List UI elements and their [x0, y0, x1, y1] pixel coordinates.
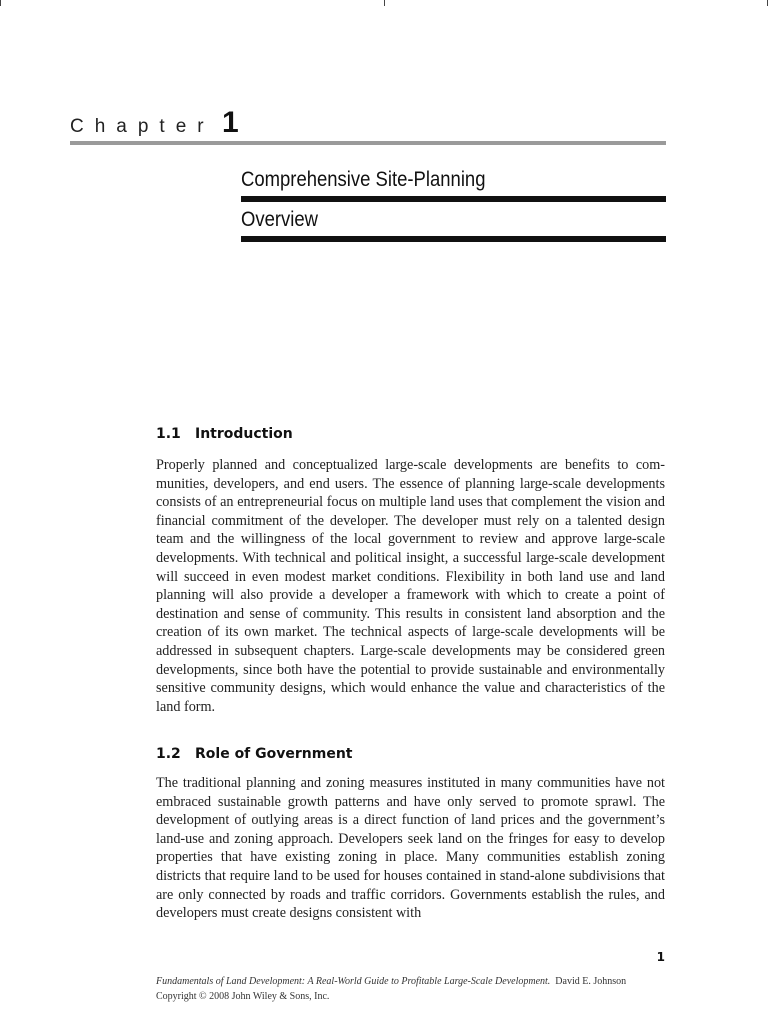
title-rule-2: [241, 236, 666, 242]
chapter-heading: [70, 106, 666, 146]
section-heading-introduction: [156, 426, 293, 442]
section-number: 1.1: [156, 426, 181, 442]
title-rule-1: [241, 196, 666, 202]
chapter-rule: [70, 141, 666, 145]
chapter-label: Chapter: [70, 116, 215, 137]
chapter-number: 1: [222, 106, 239, 139]
role-of-government-paragraph: The traditional planning and zoning measures instituted in many communities have not embraced sustainable growth patterns and have only served to promote sprawl. The development of outlying areas is a direct function of land prices and the government’s land-use and zoning approach. Developers seek land on the fringes for easy to develop properties that have existing zoning in place. Many communities establish zoning districts that require land to be used for houses contained in stand-alone subdivisions that are only connected by roads and traffic corridors. Governments establish the rules, and developers must create designs consistent with: [156, 775, 665, 922]
chapter-title-line-1: Comprehensive Site-Planning: [241, 168, 486, 191]
section-heading-role-of-government: [156, 746, 353, 762]
footer-citation: [156, 976, 626, 987]
footer-book-title: Fundamentals of Land Development: A Real-World Guide to Profitable Large-Scale Development.: [156, 976, 551, 987]
chapter-title-line-2: Overview: [241, 208, 319, 231]
footer-author: David E. Johnson: [555, 976, 627, 987]
section-number: 1.2: [156, 746, 181, 762]
page-number: 1: [656, 950, 665, 964]
footer-copyright: Copyright © 2008 John Wiley & Sons, Inc.: [156, 991, 330, 1002]
section-title: Introduction: [195, 426, 293, 442]
crop-mark-left: [0, 0, 1, 6]
crop-mark-center: [384, 0, 385, 6]
section-title: Role of Government: [195, 746, 353, 762]
introduction-paragraph: Properly planned and conceptualized large-scale developments are benefits to communities, developers, and end users. The essence of planning large-scale developments consists of an entrepreneurial focus on multiple land uses that complement the vision and financial commitment of the developer. The developer must rely on a talented design team and the willingness of the local government to review and approve large-scale developments. With technical and political insight, a successful large-scale development will succeed in even modest market conditions. Flexibility in both land use and land planning will also provide a developer a framework with which to create a point of destination and sense of community. This results in consistent land absorption and the creation of its own market. The technical aspects of large-scale developments will be addressed in subsequent chapters. Large-scale developments may be considered green developments, since both have the potential to provide sustainable and environmentally sensitive community designs, which would enhance the value and characteristics of the land form.: [156, 457, 665, 715]
